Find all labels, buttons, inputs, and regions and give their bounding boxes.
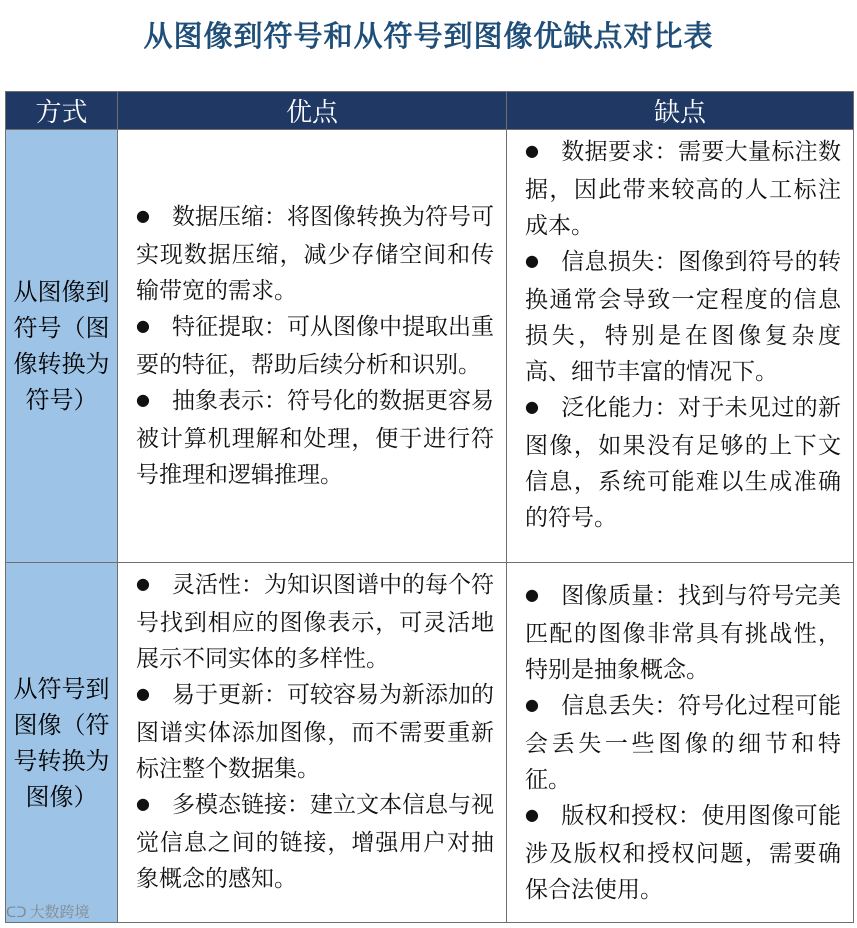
list-item: ● 多模态链接：建立文本信息与视觉信息之间的链接，增强用户对抽象概念的感知。 bbox=[136, 792, 494, 892]
list-item: ● 数据要求：需要大量标注数据，因此带来较高的人工标注成本。 bbox=[525, 139, 841, 239]
method-cell: 从图像到符号（图像转换为符号） bbox=[6, 130, 118, 563]
comparison-table bbox=[5, 91, 854, 923]
bullet-icon: ● bbox=[525, 141, 540, 160]
cons-cell bbox=[507, 130, 854, 563]
header-pros: 优点 bbox=[118, 92, 507, 130]
bullet-icon: ● bbox=[136, 574, 150, 593]
method-cell: 从符号到图像（符号转换为图像） bbox=[6, 563, 118, 923]
watermark-logo-icon: ᑕᑐ bbox=[6, 905, 27, 921]
list-item: ● 灵活性：为知识图谱中的每个符号找到相应的图像表示，可灵活地展示不同实体的多样性。 bbox=[136, 572, 494, 672]
list-item: ● 数据压缩：将图像转换为符号可实现数据压缩，减少存储空间和传输带宽的需求。 bbox=[136, 204, 494, 304]
list-item: ● 泛化能力：对于未见过的新图像，如果没有足够的上下文信息，系统可能难以生成准确的符号。 bbox=[525, 395, 841, 531]
table-row bbox=[6, 130, 854, 563]
bullet-icon: ● bbox=[525, 804, 540, 824]
bullet-icon: ● bbox=[136, 316, 150, 335]
header-method: 方式 bbox=[6, 92, 118, 130]
list-item: ● 信息损失：图像到符号的转换通常会导致一定程度的信息损失，特别是在图像复杂度高、细节丰富的情况下。 bbox=[525, 249, 841, 385]
list-item: ● 版权和授权：使用图像可能涉及版权和授权问题，需要确保合法使用。 bbox=[525, 802, 841, 903]
bullet-icon: ● bbox=[136, 684, 150, 703]
watermark-text: 大数跨境 bbox=[29, 903, 90, 921]
list-item: ● 信息丢失：符号化过程可能会丢失一些图像的细节和特征。 bbox=[525, 692, 841, 793]
cons-cell bbox=[507, 563, 854, 923]
list-item: ● 特征提取：可从图像中提取出重要的特征，帮助后续分析和识别。 bbox=[136, 314, 494, 378]
header-cons: 缺点 bbox=[507, 92, 854, 130]
bullet-icon: ● bbox=[136, 390, 150, 409]
bullet-icon: ● bbox=[525, 694, 540, 714]
bullet-icon: ● bbox=[525, 251, 540, 270]
bullet-icon: ● bbox=[136, 206, 150, 225]
list-item: ● 易于更新：可较容易为新添加的图谱实体添加图像，而不需要重新标注整个数据集。 bbox=[136, 682, 494, 782]
bullet-icon: ● bbox=[136, 794, 150, 813]
pros-cell bbox=[118, 130, 507, 563]
bullet-icon: ● bbox=[525, 397, 540, 416]
pros-cell bbox=[118, 563, 507, 923]
bullet-icon: ● bbox=[525, 584, 540, 604]
list-item: ● 抽象表示：符号化的数据更容易被计算机理解和处理，便于进行符号推理和逻辑推理。 bbox=[136, 388, 494, 488]
table-row bbox=[6, 563, 854, 923]
page-title: 从图像到符号和从符号到图像优缺点对比表 bbox=[143, 19, 714, 53]
list-item: ● 图像质量：找到与符号完美匹配的图像非常具有挑战性，特别是抽象概念。 bbox=[525, 582, 841, 683]
watermark bbox=[6, 901, 89, 922]
header-row bbox=[6, 92, 854, 130]
